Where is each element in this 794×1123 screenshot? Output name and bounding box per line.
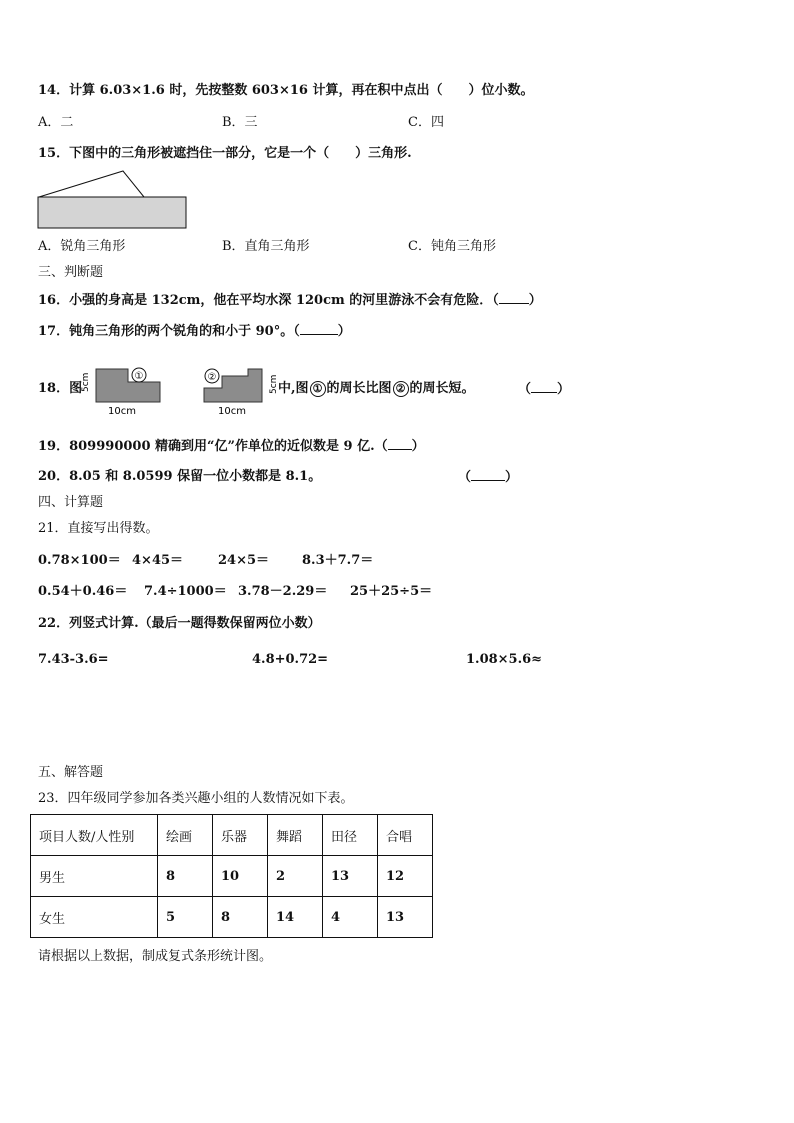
q21-r2-c1: 0.54＋0.46＝ <box>38 584 128 599</box>
table-cell: 12 <box>378 856 433 897</box>
q18-paren-open: （ <box>518 382 532 397</box>
table-cell: 4 <box>323 897 378 938</box>
fig2-number: ② <box>207 372 217 383</box>
q16-close: ） <box>528 293 542 308</box>
q18-mid-a: 中,图 <box>278 381 309 396</box>
fig2-height-label: 5cm <box>269 374 279 394</box>
table-cell: 男生 <box>31 856 158 897</box>
q17-text: 17．钝角三角形的两个锐角的和小于 90°。（ <box>38 324 300 339</box>
section-answer-heading: 五、解答题 <box>38 765 104 780</box>
q16-text: 16．小强的身高是 132cm，他在平均水深 120cm 的河里游泳不会有危险．（ <box>38 293 499 308</box>
question-22: 22．列竖式计算.（最后一题得数保留两位小数） <box>38 616 321 631</box>
table-cell: 14 <box>268 897 323 938</box>
q14-option-c[interactable]: C．四 <box>408 115 444 130</box>
question-14: 14．计算 6.03×1.6 时，先按整数 603×16 计算，再在积中点出（ ）位小数。 <box>38 83 534 98</box>
fig1-width-label: 10cm <box>108 406 136 417</box>
q18-figure-2 <box>194 364 282 418</box>
fig1-number: ① <box>134 371 144 382</box>
q18-answer-blank[interactable] <box>531 380 557 393</box>
table-cell: 5 <box>158 897 213 938</box>
table-header-cell: 绘画 <box>158 815 213 856</box>
table-cell: 8 <box>158 856 213 897</box>
q19-close: ） <box>411 439 425 454</box>
table-header-cell: 合唱 <box>378 815 433 856</box>
table-row <box>31 856 433 897</box>
q18-suffix: 的周长短。 <box>409 381 475 396</box>
section-judgement-heading: 三、判断题 <box>38 265 104 280</box>
table-cell: 13 <box>323 856 378 897</box>
q22-item-2: 4.8+0.72= <box>252 652 329 667</box>
q21-r1-c2: 4×45＝ <box>132 553 184 568</box>
fig2-width-label: 10cm <box>218 406 246 417</box>
question-19 <box>38 437 425 456</box>
q18-paren <box>518 380 570 399</box>
triangle-outline <box>39 171 144 197</box>
question-16 <box>38 291 542 310</box>
fig1-height-label: 5cm <box>81 372 91 392</box>
q18-circle-1: ① <box>310 381 326 397</box>
q23-instruction: 请根据以上数据，制成复式条形统计图。 <box>38 949 273 964</box>
table-cell: 10 <box>213 856 268 897</box>
interest-group-table <box>30 814 433 938</box>
question-21: 21．直接写出得数。 <box>38 521 159 536</box>
q14-option-a[interactable]: A．二 <box>38 115 74 130</box>
q18-circle-2: ② <box>393 381 409 397</box>
q22-item-1: 7.43-3.6= <box>38 652 109 667</box>
cover-rectangle <box>38 197 186 228</box>
q16-answer-blank[interactable] <box>499 291 529 304</box>
section-calculation-heading: 四、计算题 <box>38 495 104 510</box>
fig1-shape <box>96 369 160 402</box>
q20-paren <box>458 468 518 487</box>
q19-answer-blank[interactable] <box>388 437 412 450</box>
table-header-cell: 舞蹈 <box>268 815 323 856</box>
table-header-cell: 田径 <box>323 815 378 856</box>
question-17 <box>38 322 351 341</box>
q15-option-b[interactable]: B．直角三角形 <box>222 239 310 254</box>
hidden-triangle-figure <box>36 168 190 232</box>
q22-item-3: 1.08×5.6≈ <box>466 652 543 667</box>
q15-option-c[interactable]: C．钝角三角形 <box>408 239 496 254</box>
q18-figure-1 <box>80 364 180 418</box>
q21-r2-c4: 25＋25÷5＝ <box>350 584 433 599</box>
table-row <box>31 897 433 938</box>
q18-paren-close: ） <box>557 382 571 397</box>
q18-statement <box>278 380 475 398</box>
table-cell: 女生 <box>31 897 158 938</box>
q20-paren-close: ） <box>505 470 519 485</box>
table-cell: 8 <box>213 897 268 938</box>
q21-r1-c4: 8.3＋7.7＝ <box>302 553 374 568</box>
question-23: 23．四年级同学参加各类兴趣小组的人数情况如下表。 <box>38 791 354 806</box>
q18-mid-b: 的周长比图 <box>326 381 392 396</box>
q21-r1-c1: 0.78×100＝ <box>38 553 121 568</box>
table-header-cell: 乐器 <box>213 815 268 856</box>
table-header-row <box>31 815 433 856</box>
q17-close: ） <box>337 324 351 339</box>
question-15: 15．下图中的三角形被遮挡住一部分，它是一个（ ）三角形. <box>38 146 412 161</box>
q15-option-a[interactable]: A．锐角三角形 <box>38 239 126 254</box>
table-header-cell: 项目人数/人性别 <box>31 815 158 856</box>
q21-r1-c3: 24×5＝ <box>218 553 270 568</box>
q17-answer-blank[interactable] <box>300 322 338 335</box>
q21-r2-c2: 7.4÷1000＝ <box>144 584 227 599</box>
q20-paren-open: （ <box>458 470 472 485</box>
question-20: 20．8.05 和 8.0599 保留一位小数都是 8.1。 <box>38 469 322 484</box>
q14-option-b[interactable]: B．三 <box>222 115 258 130</box>
q20-answer-blank[interactable] <box>471 468 505 481</box>
q18-prefix: 18．图 <box>38 381 83 396</box>
q19-text: 19．809990000 精确到用“亿”作单位的近似数是 9 亿.（ <box>38 439 388 454</box>
q21-r2-c3: 3.78－2.29＝ <box>238 584 328 599</box>
table-cell: 2 <box>268 856 323 897</box>
table-cell: 13 <box>378 897 433 938</box>
